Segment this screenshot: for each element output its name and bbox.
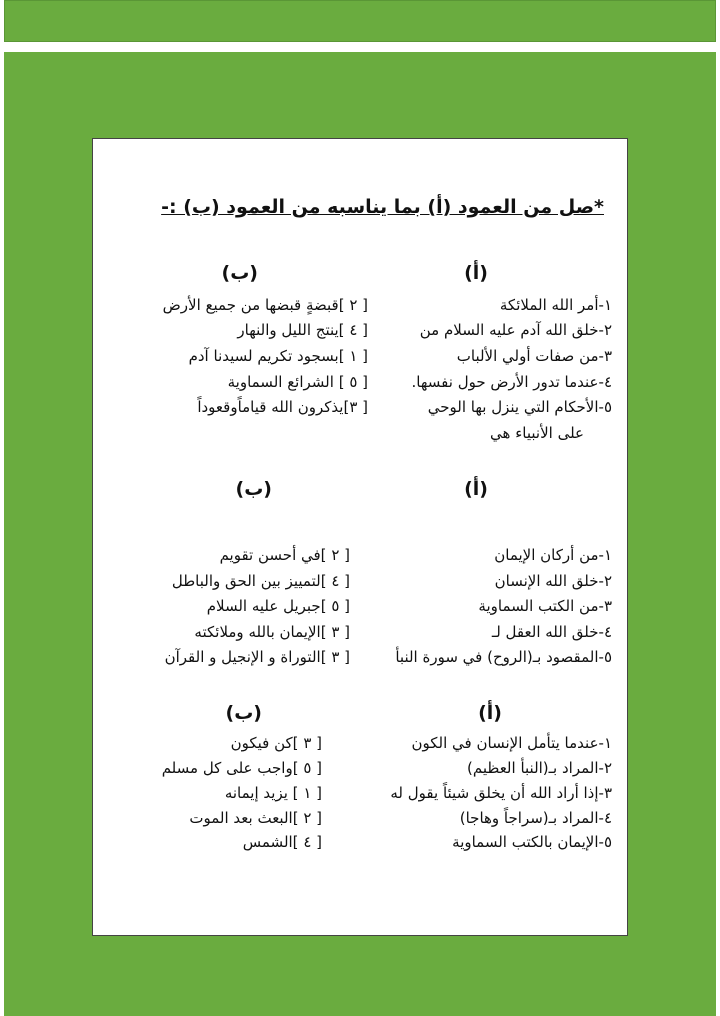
worksheet-title: *صل من العمود (أ) بما يناسبه من العمود (ب) :- [161,196,604,218]
section3-item-b-1: [ ٣ ]كن فيكون [230,734,322,752]
section1-header-b: (ب) [221,262,258,284]
section1-item-b-1: [ ٢ ]قبضةٍ قبضها من جميع الأرض [162,296,368,314]
section2-item-a-5: ٥-المقصود بـ(الروح) في سورة النبأ [395,648,612,666]
section2-item-b-4: [ ٣ ]الإيمان بالله وملائكته [194,623,350,641]
section2-header-b: (ب) [235,478,272,500]
section3-item-b-5: [ ٤ ]الشمس [242,833,322,851]
section1-item-a-5-cont: على الأنبياء هي [490,424,584,442]
top-green-band [4,0,716,42]
section3-header-a: (أ) [478,702,502,724]
section2-item-b-1: [ ٢ ]في أحسن تقويم [219,546,350,564]
section3-item-b-2: [ ٥ ]واجب على كل مسلم [161,759,322,777]
section2-item-a-2: ٢-خلق الله الإنسان [494,572,612,590]
section3-header-b: (ب) [225,702,262,724]
section1-item-b-4: [ ٥ ] الشرائع السماوية [227,373,368,391]
section1-item-a-5: ٥-الأحكام التي ينزل بها الوحي [427,398,612,416]
section2-item-a-3: ٣-من الكتب السماوية [478,597,612,615]
section1-header-a: (أ) [464,262,488,284]
section1-item-b-3: [ ١ ]بسجود تكريم لسيدنا آدم [188,347,368,365]
section3-item-a-1: ١-عندما يتأمل الإنسان في الكون [411,734,612,752]
section1-item-a-4: ٤-عندما تدور الأرض حول نفسها. [411,373,612,391]
section1-item-b-5: [ ٣]يذكرون الله قياماًوقعوداً [197,398,368,416]
section3-item-b-3: [ ١ ] يزيد إيمانه [224,784,322,802]
section2-item-a-1: ١-من أركان الإيمان [494,546,612,564]
section3-item-b-4: [ ٢ ]البعث بعد الموت [189,809,322,827]
section2-header-a: (أ) [464,478,488,500]
section3-item-a-2: ٢-المراد بـ(النبأ العظيم) [467,759,612,777]
section2-item-b-2: [ ٤ ]لتمييز بين الحق والباطل [171,572,350,590]
section2-item-b-3: [ ٥ ]جبريل عليه السلام [206,597,350,615]
section1-item-a-3: ٣-من صفات أولي الألباب [456,347,612,365]
section1-item-b-2: [ ٤ ]ينتج الليل والنهار [237,321,368,339]
section2-item-b-5: [ ٣ ]التوراة و الإنجيل و القرآن [164,648,350,666]
section1-item-a-1: ١-أمر الله الملائكة [499,296,612,314]
section3-item-a-5: ٥-الإيمان بالكتب السماوية [452,833,612,851]
section3-item-a-3: ٣-إذا أراد الله أن يخلق شيئاً يقول له [390,784,612,802]
section3-item-a-4: ٤-المراد بـ(سراجاً وهاجا) [459,809,612,827]
section2-item-a-4: ٤-خلق الله العقل لـ [491,623,612,641]
section1-item-a-2: ٢-خلق الله آدم عليه السلام من [419,321,612,339]
